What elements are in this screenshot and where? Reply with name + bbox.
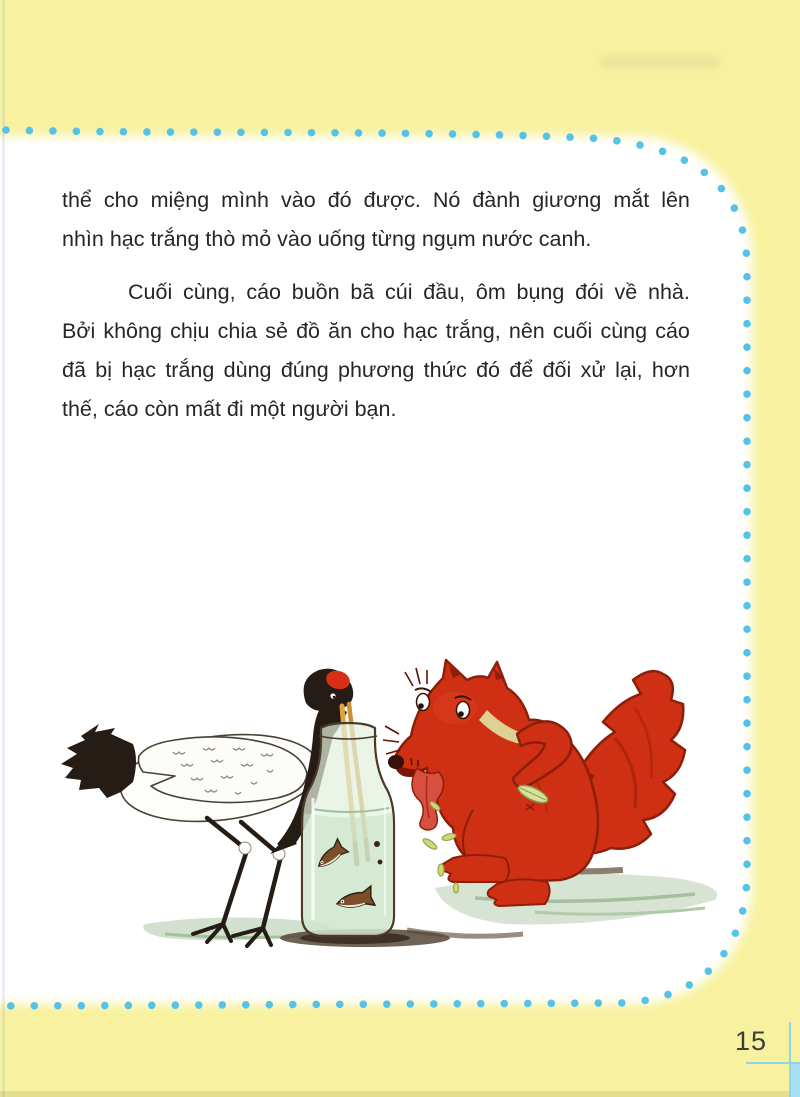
fox: [383, 660, 685, 906]
page-number: 15: [735, 1026, 768, 1056]
bleedthrough-smudge: [600, 55, 720, 69]
text-line: thế, cáo còn mất đi một người bạn.: [62, 397, 397, 421]
scan-spine-edge: [2, 0, 5, 1097]
corner-registration-mark: [791, 1064, 800, 1097]
illustration-fox-and-crane: [55, 648, 725, 968]
fox-foot-back: [488, 879, 550, 906]
crane-legs: [207, 818, 281, 928]
text-line: Cuối cùng, cáo buồn bã cúi đầu, ôm bụng đói về nhà.: [128, 280, 690, 304]
paragraph: [62, 273, 690, 429]
bottle-liquid: [304, 813, 392, 934]
bottle-bubble: [374, 841, 380, 847]
story-text: [62, 181, 690, 429]
crane-tail: [61, 724, 136, 798]
fox-foot-front: [442, 855, 509, 882]
fox-nose: [389, 756, 404, 769]
text-line: Bởi không chịu chia sẻ đồ ăn cho hạc trắng, nên cuối cùng cáo: [62, 319, 690, 343]
paragraph: [62, 181, 690, 259]
text-line: thể cho miệng mình vào đó được. Nó đành giương mắt lên: [62, 188, 690, 212]
text-line: đã bị hạc trắng dùng đúng phương thức đó để đối xử lại, hơn: [62, 358, 690, 382]
bottle-bubble: [378, 860, 383, 865]
scan-bottom-shadow: [0, 1091, 800, 1097]
text-line: nhìn hạc trắng thò mỏ vào uống từng ngụm nước canh.: [62, 227, 592, 251]
